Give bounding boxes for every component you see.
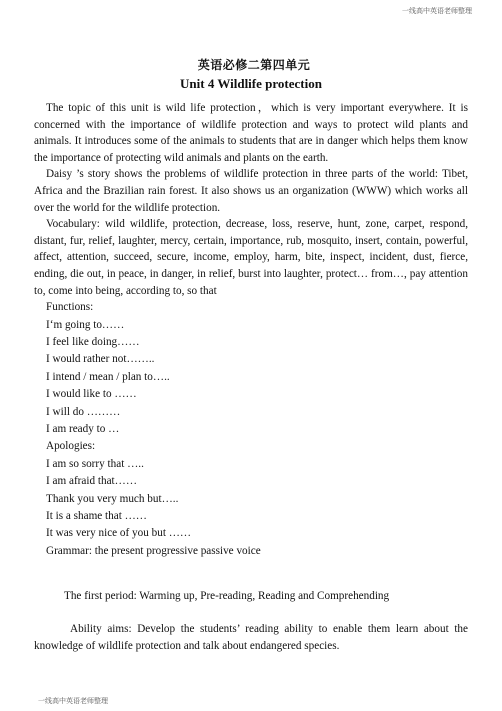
apologies-heading: Apologies: (46, 440, 96, 453)
apology-line: I am afraid that…… (46, 475, 138, 488)
function-line: I am ready to … (46, 422, 120, 435)
story-paragraph: Daisy ’s story shows the problems of wildlife protection in three parts of the world: Tibet, Africa and the Brazilian rain forest. It also shows us an organization (WWW) which works all over the world for the wildlife protection. (34, 168, 468, 214)
period-title: The first period: Warming up, Pre-reading, Reading and Comprehending (64, 590, 390, 603)
function-line: I intend / mean / plan to….. (46, 370, 170, 383)
grammar-line: Grammar: the present progressive passive voice (46, 544, 261, 557)
function-line: I would like to …… (46, 388, 137, 401)
function-line: I‘m going to…… (46, 318, 125, 331)
apology-line: Thank you very much but….. (46, 492, 179, 505)
page-footer-note: 一线高中英语老师整理 (38, 697, 108, 705)
function-line: I will do ……… (46, 405, 121, 418)
page-header-note: 一线高中英语老师整理 (402, 7, 472, 15)
ability-aims-paragraph: Ability aims: Develop the students’ reading ability to enable them learn about the knowledge of wildlife protection and talk about endangered species. (34, 623, 468, 652)
chinese-title: 英语必修二第四单元 (197, 58, 311, 72)
functions-heading: Functions: (46, 301, 94, 314)
topic-paragraph: The topic of this unit is wild life protection，which is very important everywhere. It is concerned with the importance of wildlife protection and ways to protect wild plants and animals. It introduces some of the animals to students that are in danger which helps them know the importance of protecting wild animals and plants on the earth. (34, 102, 468, 164)
apology-line: It is a shame that …… (46, 510, 147, 522)
vocabulary-paragraph: Vocabulary: wild wildlife, protection, decrease, loss, reserve, hunt, zone, carpet, respond, distant, fur, relief, laughter, mercy, certain, importance, rub, mosquito, insert, contain, powerful, affect, attention, succeed, secure, income, employ, harm, bite, inspect, incident, dust, fierce, ending, die out, in peace, in danger, in relief, burst into laughter, protect… from…, pay attention to, come into being, according to, so that (34, 218, 468, 297)
apology-line: It was very nice of you but …… (46, 527, 192, 540)
document-page (34, 56, 468, 654)
apology-line: I am so sorry that ….. (46, 457, 144, 470)
unit-title: Unit 4 Wildlife protection (180, 76, 322, 91)
function-line: I would rather not…….. (46, 353, 155, 366)
function-line: I feel like doing…… (46, 335, 140, 348)
